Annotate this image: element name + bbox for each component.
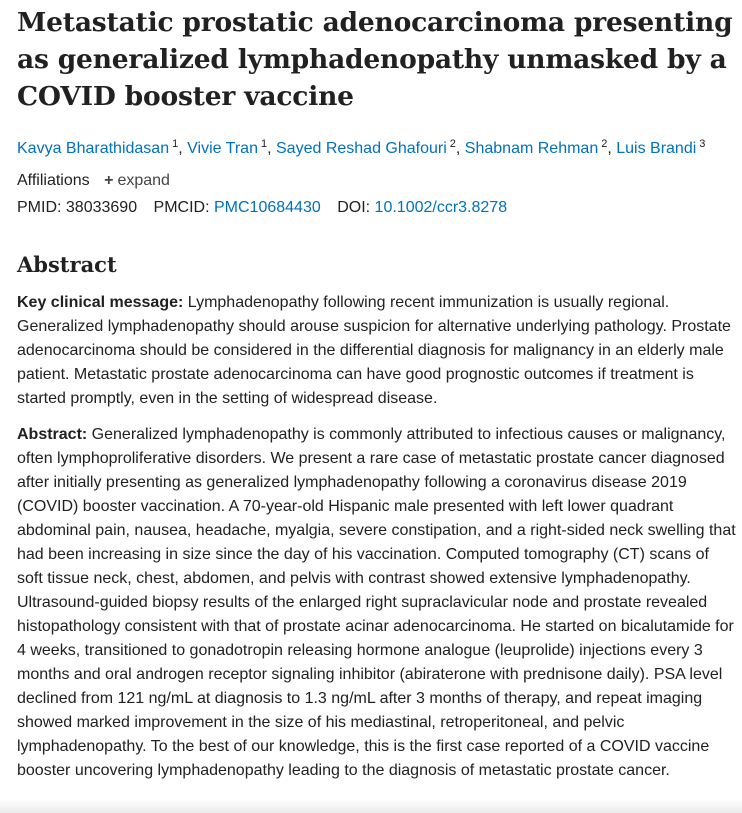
abstract-label: Abstract: [17, 426, 88, 443]
affiliation-ref[interactable]: 2 [449, 138, 456, 150]
author-link[interactable]: Luis Brandi [616, 140, 697, 157]
pmcid-label: PMCID: [153, 199, 210, 216]
abstract-paragraph [17, 423, 739, 783]
affiliations-row [17, 170, 170, 192]
affiliation-ref[interactable]: 1 [260, 138, 268, 150]
author-link[interactable]: Vivie Tran [187, 140, 258, 157]
scroll-fade [0, 799, 742, 813]
author-link[interactable]: Kavya Bharathidasan [17, 140, 170, 157]
affiliations-label: Affiliations [17, 172, 90, 189]
author-list: Kavya Bharathidasan $^1$, Vivie Tran $^1$, Sayed Reshad Ghafouri $^2$, Shabnam Rehman $^2$, Luis Brandi $^3$ [17, 138, 706, 157]
abstract-text: Generalized lymphadenopathy is commonly attributed to infectious causes or malignancy, often lymphoproliferative disorders. We present a rare case of metastatic prostate cancer diagnosed after initially presenting as generalized lymphadenopathy following a coronavirus disease 2019 (COVID) booster vaccination. A 70-year-old Hispanic male presented with left lower quadrant abdominal pain, nausea, headache, myalgia, severe constipation, and a right-sided neck swelling that had been increasing in size since the day of his vaccination. Computed tomography (CT) scans of soft tissue neck, chest, abdomen, and pelvis with contrast showed extensive lymphadenopathy. Ultrasound-guided biopsy results of the enlarged right supraclavicular node and prostate revealed histopathology consistent with that of prostate acinar adenocarcinoma. He started on bicalutamide for 4 weeks, transitioned to gonadotropin releasing hormone analogue (leuprolide) injections every 3 months and oral androgen receptor signaling inhibitor (abiraterone with prednisone daily). PSA level declined from 121 ng/mL at diagnosis to 1.3 ng/mL after 3 months of therapy, and repeat imaging showed marked improvement in the size of his mediastinal, retroperitoneal, and pelvic lymphadenopathy. To the best of our knowledge, this is the first case reported of a COVID vaccine booster uncovering lymphadenopathy leading to the diagnosis of metastatic prostate cancer. [17, 426, 736, 779]
expand-label: expand [117, 172, 170, 189]
pmcid-link[interactable]: PMC10684430 [214, 199, 321, 216]
affiliations-expand-button[interactable] [104, 172, 170, 189]
doi-link[interactable]: 10.1002/ccr3.8278 [374, 199, 508, 216]
identifiers-row [17, 197, 507, 219]
affiliation-ref[interactable]: 2 [601, 138, 608, 150]
abstract-heading: Abstract [17, 252, 117, 277]
doi-label: DOI: [337, 199, 371, 216]
key-message-label: Key clinical message: [17, 294, 184, 311]
key-clinical-message [17, 291, 739, 411]
pmid-value: 38033690 [65, 199, 138, 216]
author-link[interactable]: Sayed Reshad Ghafouri [276, 140, 447, 157]
author-link[interactable]: Shabnam Rehman [464, 140, 599, 157]
plus-icon: + [104, 172, 114, 189]
affiliation-ref[interactable]: 3 [699, 138, 706, 150]
key-message-text: Lymphadenopathy following recent immunization is usually regional. Generalized lymphadenopathy should arouse suspicion for alternative underlying pathology. Prostate adenocarcinoma should be considered in the differential diagnosis for malignancy in an elderly male patient. Metastatic prostate adenocarcinoma can have good prognostic outcomes if treatment is started promptly, even in the setting of widespread disease. [17, 294, 731, 407]
pmid-label: PMID: [17, 199, 62, 216]
article-title: Metastatic prostatic adenocarcinoma presenting as generalized lymphadenopathy unmasked by a COVID booster vaccine [17, 7, 733, 112]
affiliation-ref[interactable]: 1 [172, 138, 179, 150]
